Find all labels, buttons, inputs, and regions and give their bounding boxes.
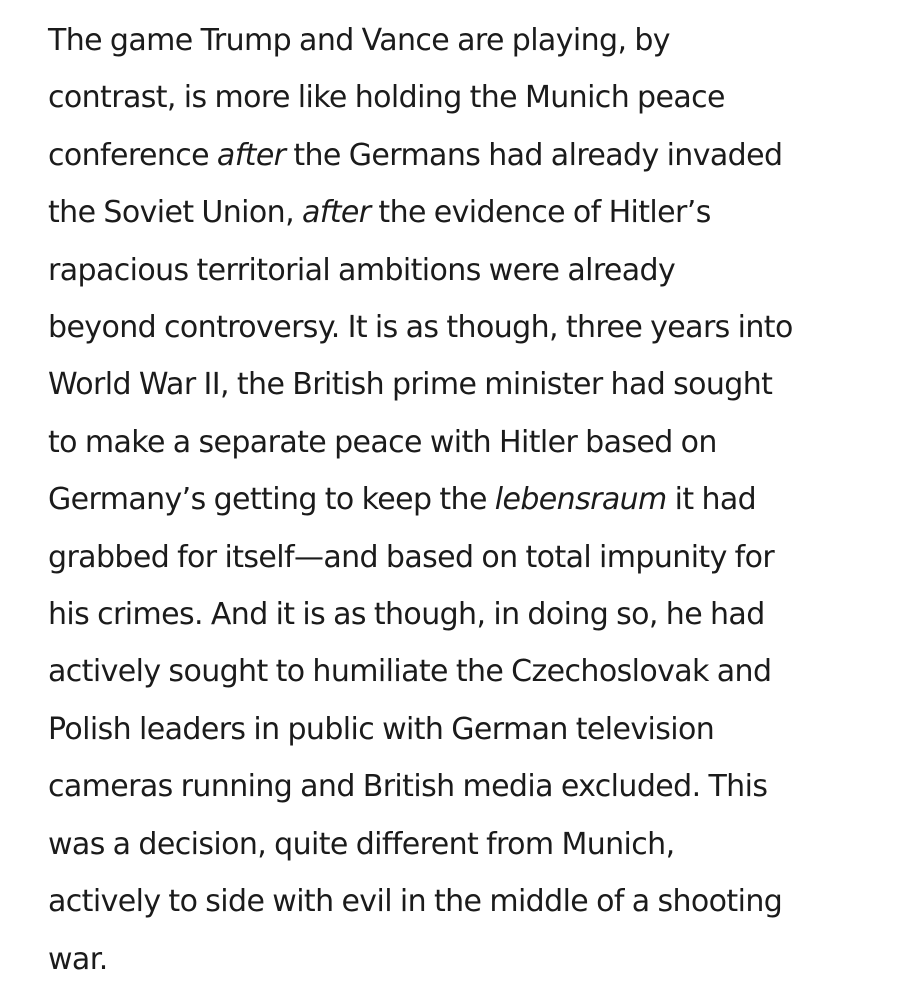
paragraph-line: [48, 931, 865, 988]
text-run: the evidence of Hitler’s: [370, 195, 711, 231]
text-run: The game Trump and Vance are playing, by: [48, 23, 670, 58]
text-run: rapacious territorial ambitions were already: [48, 252, 676, 288]
text-run: contrast, is more like holding the Munich peace: [48, 80, 725, 116]
paragraph-line: [48, 414, 865, 471]
text-run: actively to side with evil in the middle of a shooting: [48, 884, 783, 920]
italic-text: after: [301, 195, 371, 231]
text-run: the Soviet Union,: [48, 195, 302, 231]
text-run: beyond controversy. It is as though, three years into: [48, 310, 793, 346]
text-run: conference: [48, 137, 217, 173]
paragraph-line: [48, 758, 865, 815]
italic-text: lebensraum: [494, 482, 667, 518]
text-run: his crimes. And it is as though, in doing so, he had: [48, 597, 765, 633]
text-run: Germany’s getting to keep the: [48, 482, 495, 518]
italic-text: after: [216, 137, 286, 173]
article-paragraph: [48, 12, 865, 988]
paragraph-line: [48, 816, 865, 873]
text-run: to make a separate peace with Hitler based on: [48, 424, 717, 460]
text-run: cameras running and British media excluded. This: [48, 769, 768, 805]
paragraph-line: [48, 242, 865, 299]
paragraph-line: [48, 643, 865, 700]
paragraph-line: [48, 299, 865, 356]
paragraph-line: [48, 356, 865, 413]
paragraph-line: [48, 701, 865, 758]
paragraph-line: [48, 127, 865, 184]
paragraph-line: [48, 873, 865, 930]
text-run: actively sought to humiliate the Czechoslovak and: [48, 654, 772, 690]
text-run: war.: [48, 941, 108, 977]
text-run: Polish leaders in public with German television: [48, 711, 715, 747]
paragraph-line: [48, 12, 865, 69]
paragraph-line: [48, 529, 865, 586]
text-run: grabbed for itself—and based on total impunity for: [48, 539, 775, 575]
paragraph-line: [48, 471, 865, 528]
paragraph-line: [48, 184, 865, 241]
text-run: was a decision, quite different from Munich,: [48, 826, 675, 862]
text-run: the Germans had already invaded: [285, 137, 783, 173]
text-run: it had: [666, 482, 757, 518]
paragraph-line: [48, 586, 865, 643]
text-run: World War II, the British prime minister had sought: [48, 367, 773, 403]
paragraph-line: [48, 69, 865, 126]
